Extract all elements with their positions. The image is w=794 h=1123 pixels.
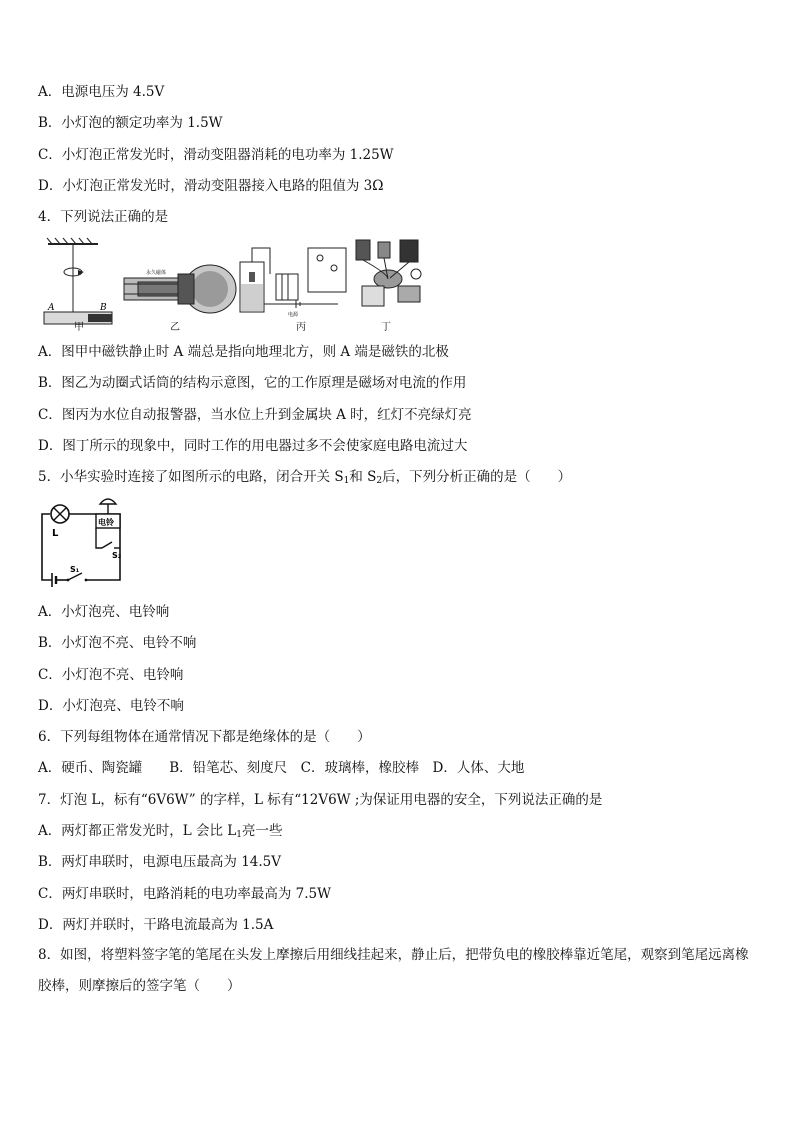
q7-option-d: D．两灯并联时，干路电流最高为 1.5A [38,917,274,933]
caption-bing: 丙 [296,322,306,333]
figure-bing-water-alarm [240,248,346,318]
q7-stem: 7．灯泡 L，标有“6V6W” 的字样，L 标有“12V6W ;为保证用电器的安全，下列说法正确的是 [38,792,603,808]
q7-option-a-sub: 1 [236,830,242,840]
q5-option-c: C．小灯泡不亮、电铃响 [38,667,184,683]
q3-option-a: A．电源电压为 4.5V [38,84,165,100]
q5-stem-mid: 和 S [349,469,377,485]
figure-jia-magnet [44,238,112,324]
figure-yi-text: 永久磁体 [146,270,167,276]
caption-ding: 丁 [381,322,391,333]
q5-circuit-diagram [36,496,136,590]
q8-stem: 8．如图，将塑料签字笔的笔尾在头发上摩擦后用细线挂起来，静止后，把带负电的橡胶棒靠近笔尾，观察到笔尾远离橡胶棒，则摩擦后的签字笔（ ） [38,947,749,994]
q7-option-a [38,822,283,844]
q6-stem: 6．下列每组物体在通常情况下都是绝缘体的是（ ） [38,729,371,745]
q3-option-c: C．小灯泡正常发光时，滑动变阻器消耗的电功率为 1.25W [38,147,394,163]
q4-figure-strip [38,234,438,332]
q4-stem: 4．下列说法正确的是 [38,209,169,225]
q4-option-d: D．图丁所示的现象中，同时工作的用电器过多不会使家庭电路电流过大 [38,438,468,454]
caption-jia: 甲 [74,322,84,333]
q7-option-a-post: 亮一些 [242,823,283,839]
q5-stem-post: 后，下列分析正确的是（ ） [382,469,572,485]
q7-option-c: C．两灯串联时，电路消耗的电功率最高为 7.5W [38,886,331,902]
q5-circuit-svg [36,496,136,590]
q4-figures-svg [38,234,438,332]
q7-option-b: B．两灯串联时，电源电压最高为 14.5V [38,854,282,870]
circuit-label-lamp: L [52,528,59,539]
q5-option-a: A．小灯泡亮、电铃响 [38,604,170,620]
figure-jia-label-b: B [100,303,107,313]
q3-option-b: B．小灯泡的额定功率为 1.5W [38,115,223,131]
figure-bing-power-label: 电源 [288,312,299,318]
circuit-label-s1: S₁ [70,565,80,574]
q5-stem-s2: 2 [376,476,383,486]
q3-option-d: D．小灯泡正常发光时，滑动变阻器接入电路的阻值为 3Ω [38,178,384,194]
circuit-label-bell: 电铃 [98,518,114,527]
figure-yi-microphone [124,265,236,313]
figure-ding-overload [356,240,421,306]
q4-option-b: B．图乙为动圈式话筒的结构示意图，它的工作原理是磁场对电流的作用 [38,375,467,391]
q5-option-b: B．小灯泡不亮、电铃不响 [38,635,197,651]
caption-yi: 乙 [170,322,180,333]
q5-stem-pre: 5．小华实验时连接了如图所示的电路，闭合开关 S [38,469,344,485]
q4-option-a: A．图甲中磁铁静止时 A 端总是指向地理北方，则 A 端是磁铁的北极 [38,344,449,360]
q6-options: A．硬币、陶瓷罐 B．铅笔芯、刻度尺 C．玻璃棒，橡胶棒 D．人体、大地 [38,760,525,776]
q5-stem [38,468,571,490]
bell-icon [100,499,116,504]
q5-stem-s1: 1 [343,476,350,486]
q5-option-d: D．小灯泡亮、电铃不响 [38,698,184,714]
circuit-label-s2: S₂ [112,551,122,560]
figure-jia-label-a: A [48,303,55,313]
q4-option-c: C．图丙为水位自动报警器，当水位上升到金属块 A 时，红灯不亮绿灯亮 [38,407,472,423]
q7-option-a-pre: A．两灯都正常发光时，L 会比 L [38,823,237,839]
